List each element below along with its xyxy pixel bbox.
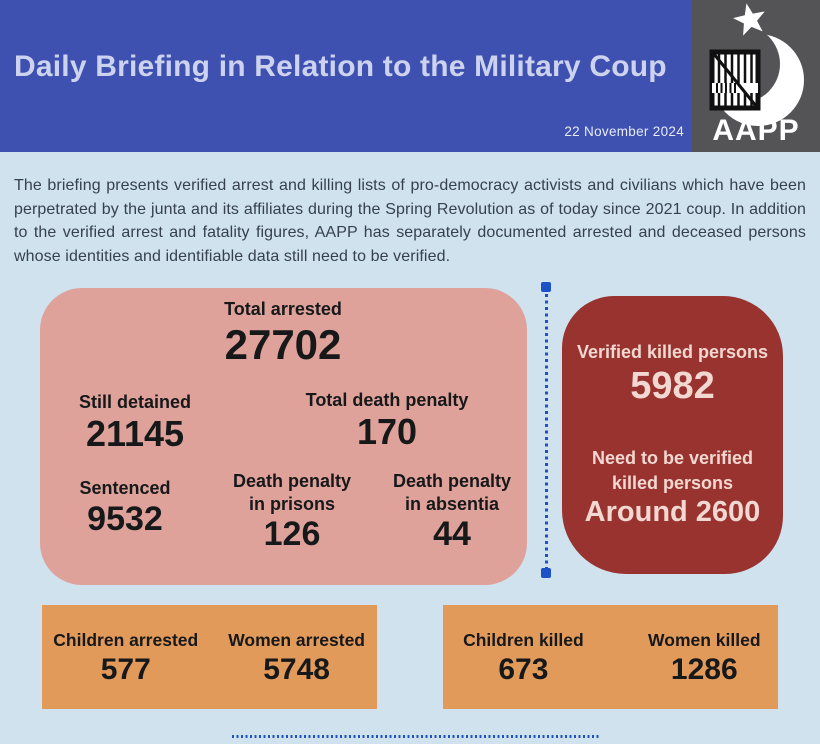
stat-value: Around 2600 [584, 496, 761, 529]
vertical-dotted-divider [545, 294, 548, 568]
briefing-date: 22 November 2024 [564, 124, 684, 139]
stat-label: Still detained [78, 392, 192, 412]
stat-death-penalty-in-absentia [385, 470, 520, 553]
stat-label: Death penalty in prisons [232, 471, 352, 514]
stat-women-arrested [228, 630, 365, 688]
stat-label: Need to be verified killed persons [591, 448, 754, 494]
killed-demographics-panel [443, 605, 778, 709]
stat-value: 126 [263, 515, 321, 553]
stat-still-detained [79, 391, 191, 454]
stat-label: Verified killed persons [576, 342, 769, 362]
stat-label: Women arrested [228, 630, 365, 650]
stat-need-verified-killed [573, 446, 773, 529]
stat-label: Death penalty in absentia [392, 471, 512, 514]
stat-value: 9532 [87, 499, 163, 538]
page-title: Daily Briefing in Relation to the Military Coup [14, 50, 667, 83]
stat-women-killed [648, 630, 760, 688]
briefing-summary-text: The briefing presents verified arrest and killing lists of pro-democracy activists and civilians which have been perpetrated by the junta and its affiliates during the Spring Revolution as of today since 2021 coup. In addition to the verified arrest and fatality figures, AAPP has separately documented arrested and deceased persons whose identities and identifiable data still need to be verified. [14, 177, 806, 265]
header-band [0, 0, 820, 152]
logo-wordmark: AAPP [712, 114, 800, 147]
stat-value: 5982 [630, 365, 715, 408]
killed-stats-panel [562, 296, 783, 574]
stat-label: Women killed [648, 630, 761, 650]
stat-sentenced [79, 477, 170, 538]
stat-value: 21145 [85, 412, 185, 454]
stat-value: 5748 [263, 652, 330, 686]
stat-label: Children killed [463, 630, 584, 650]
stat-label: Sentenced [79, 478, 171, 498]
divider-endpoint-bottom [541, 568, 551, 578]
stat-value: 1286 [670, 652, 738, 686]
stat-value: 27702 [224, 320, 342, 368]
stat-label: Children arrested [53, 630, 199, 650]
stat-value: 577 [100, 652, 151, 686]
stat-label: Total death penalty [305, 390, 469, 410]
stat-verified-killed [577, 340, 768, 408]
stat-children-killed [463, 630, 584, 688]
stat-value: 170 [356, 410, 418, 452]
arrested-demographics-panel [42, 605, 377, 709]
stat-value: 44 [433, 515, 471, 553]
stat-total-arrested [224, 298, 342, 368]
horizontal-dotted-divider [232, 735, 600, 738]
aapp-logo [692, 0, 820, 152]
stat-death-penalty-in-prisons [225, 470, 360, 553]
arrest-stats-panel [40, 288, 527, 585]
stat-label: Total arrested [224, 299, 342, 319]
divider-endpoint-top [541, 282, 551, 292]
stat-total-death-penalty [306, 389, 469, 452]
stat-value: 673 [498, 652, 549, 686]
stat-children-arrested [53, 630, 198, 688]
